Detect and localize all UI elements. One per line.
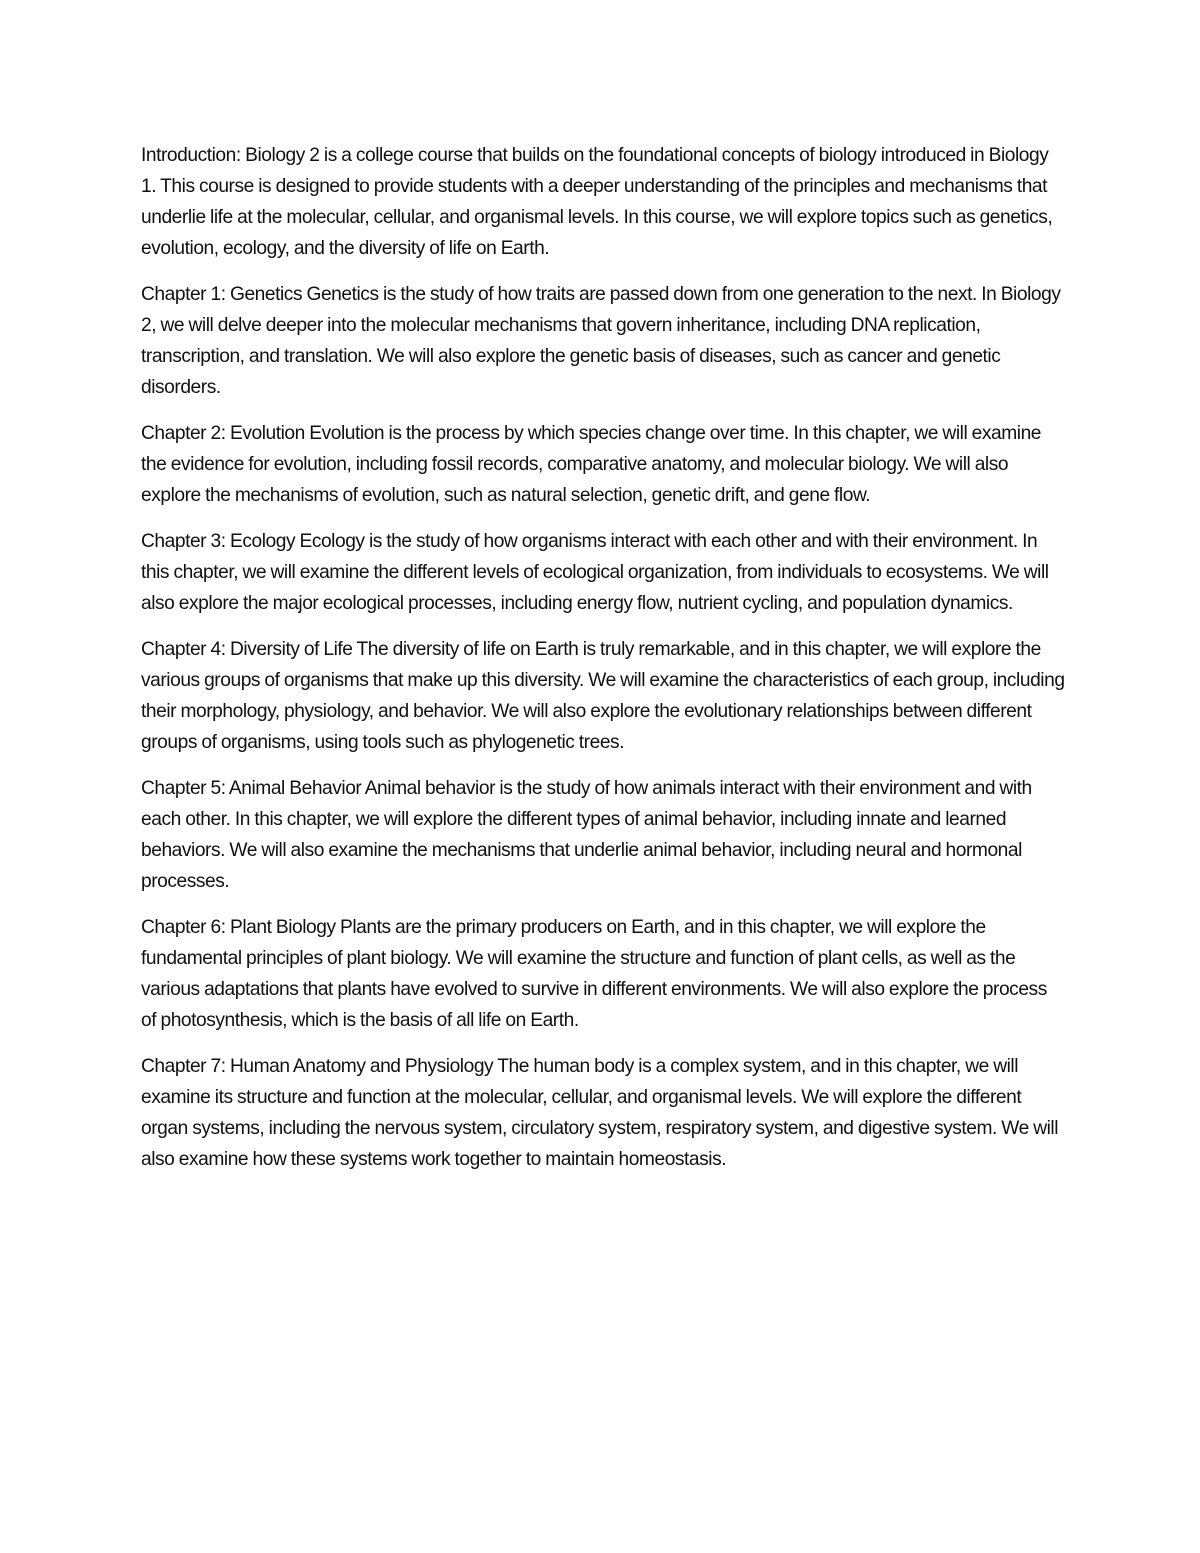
paragraph-introduction: Introduction: Biology 2 is a college course that builds on the foundational concepts of biology introduced in Biology 1. This course is designed to provide students with a deeper understanding of the principles and mechanisms that underlie life at the molecular, cellular, and organismal levels. In this course, we will explore topics such as genetics, evolution, ecology, and the diversity of life on Earth. bbox=[141, 145, 1053, 259]
paragraph-chapter-3-ecology: Chapter 3: Ecology Ecology is the study of how organisms interact with each other and with their environment. In this chapter, we will examine the different levels of ecological organization, from individuals to ecosystems. We will also explore the major ecological processes, including energy flow, nutrient cycling, and population dynamics. bbox=[141, 531, 1049, 614]
paragraph-chapter-6-plant-biology: Chapter 6: Plant Biology Plants are the primary producers on Earth, and in this chapter, we will explore the fundamental principles of plant biology. We will examine the structure and function of plant cells, as well as the various adaptations that plants have evolved to survive in different environments. We will also explore the process of photosynthesis, which is the basis of all life on Earth. bbox=[141, 917, 1047, 1031]
paragraph-chapter-7-human-anatomy: Chapter 7: Human Anatomy and Physiology The human body is a complex system, and in this chapter, we will examine its structure and function at the molecular, cellular, and organismal levels. We will explore the different organ systems, including the nervous system, circulatory system, respiratory system, and digestive system. We will also examine how these systems work together to maintain homeostasis. bbox=[141, 1056, 1059, 1170]
document-page bbox=[141, 140, 1066, 1175]
paragraph-chapter-2-evolution: Chapter 2: Evolution Evolution is the process by which species change over time. In this chapter, we will examine the evidence for evolution, including fossil records, comparative anatomy, and molecular biology. We will also explore the mechanisms of evolution, such as natural selection, genetic drift, and gene flow. bbox=[141, 423, 1042, 506]
paragraph-chapter-5-animal-behavior: Chapter 5: Animal Behavior Animal behavior is the study of how animals interact with their environment and with each other. In this chapter, we will explore the different types of animal behavior, including innate and learned behaviors. We will also examine the mechanisms that underlie animal behavior, including neural and hormonal processes. bbox=[141, 778, 1032, 892]
paragraph-chapter-4-diversity-of-life: Chapter 4: Diversity of Life The diversity of life on Earth is truly remarkable, and in this chapter, we will explore the various groups of organisms that make up this diversity. We will examine the characteristics of each group, including their morphology, physiology, and behavior. We will also explore the evolutionary relationships between different groups of organisms, using tools such as phylogenetic trees. bbox=[141, 639, 1065, 753]
paragraph-chapter-1-genetics: Chapter 1: Genetics Genetics is the study of how traits are passed down from one generation to the next. In Biology 2, we will delve deeper into the molecular mechanisms that govern inheritance, including DNA replication, transcription, and translation. We will also explore the genetic basis of diseases, such as cancer and genetic disorders. bbox=[141, 284, 1061, 398]
